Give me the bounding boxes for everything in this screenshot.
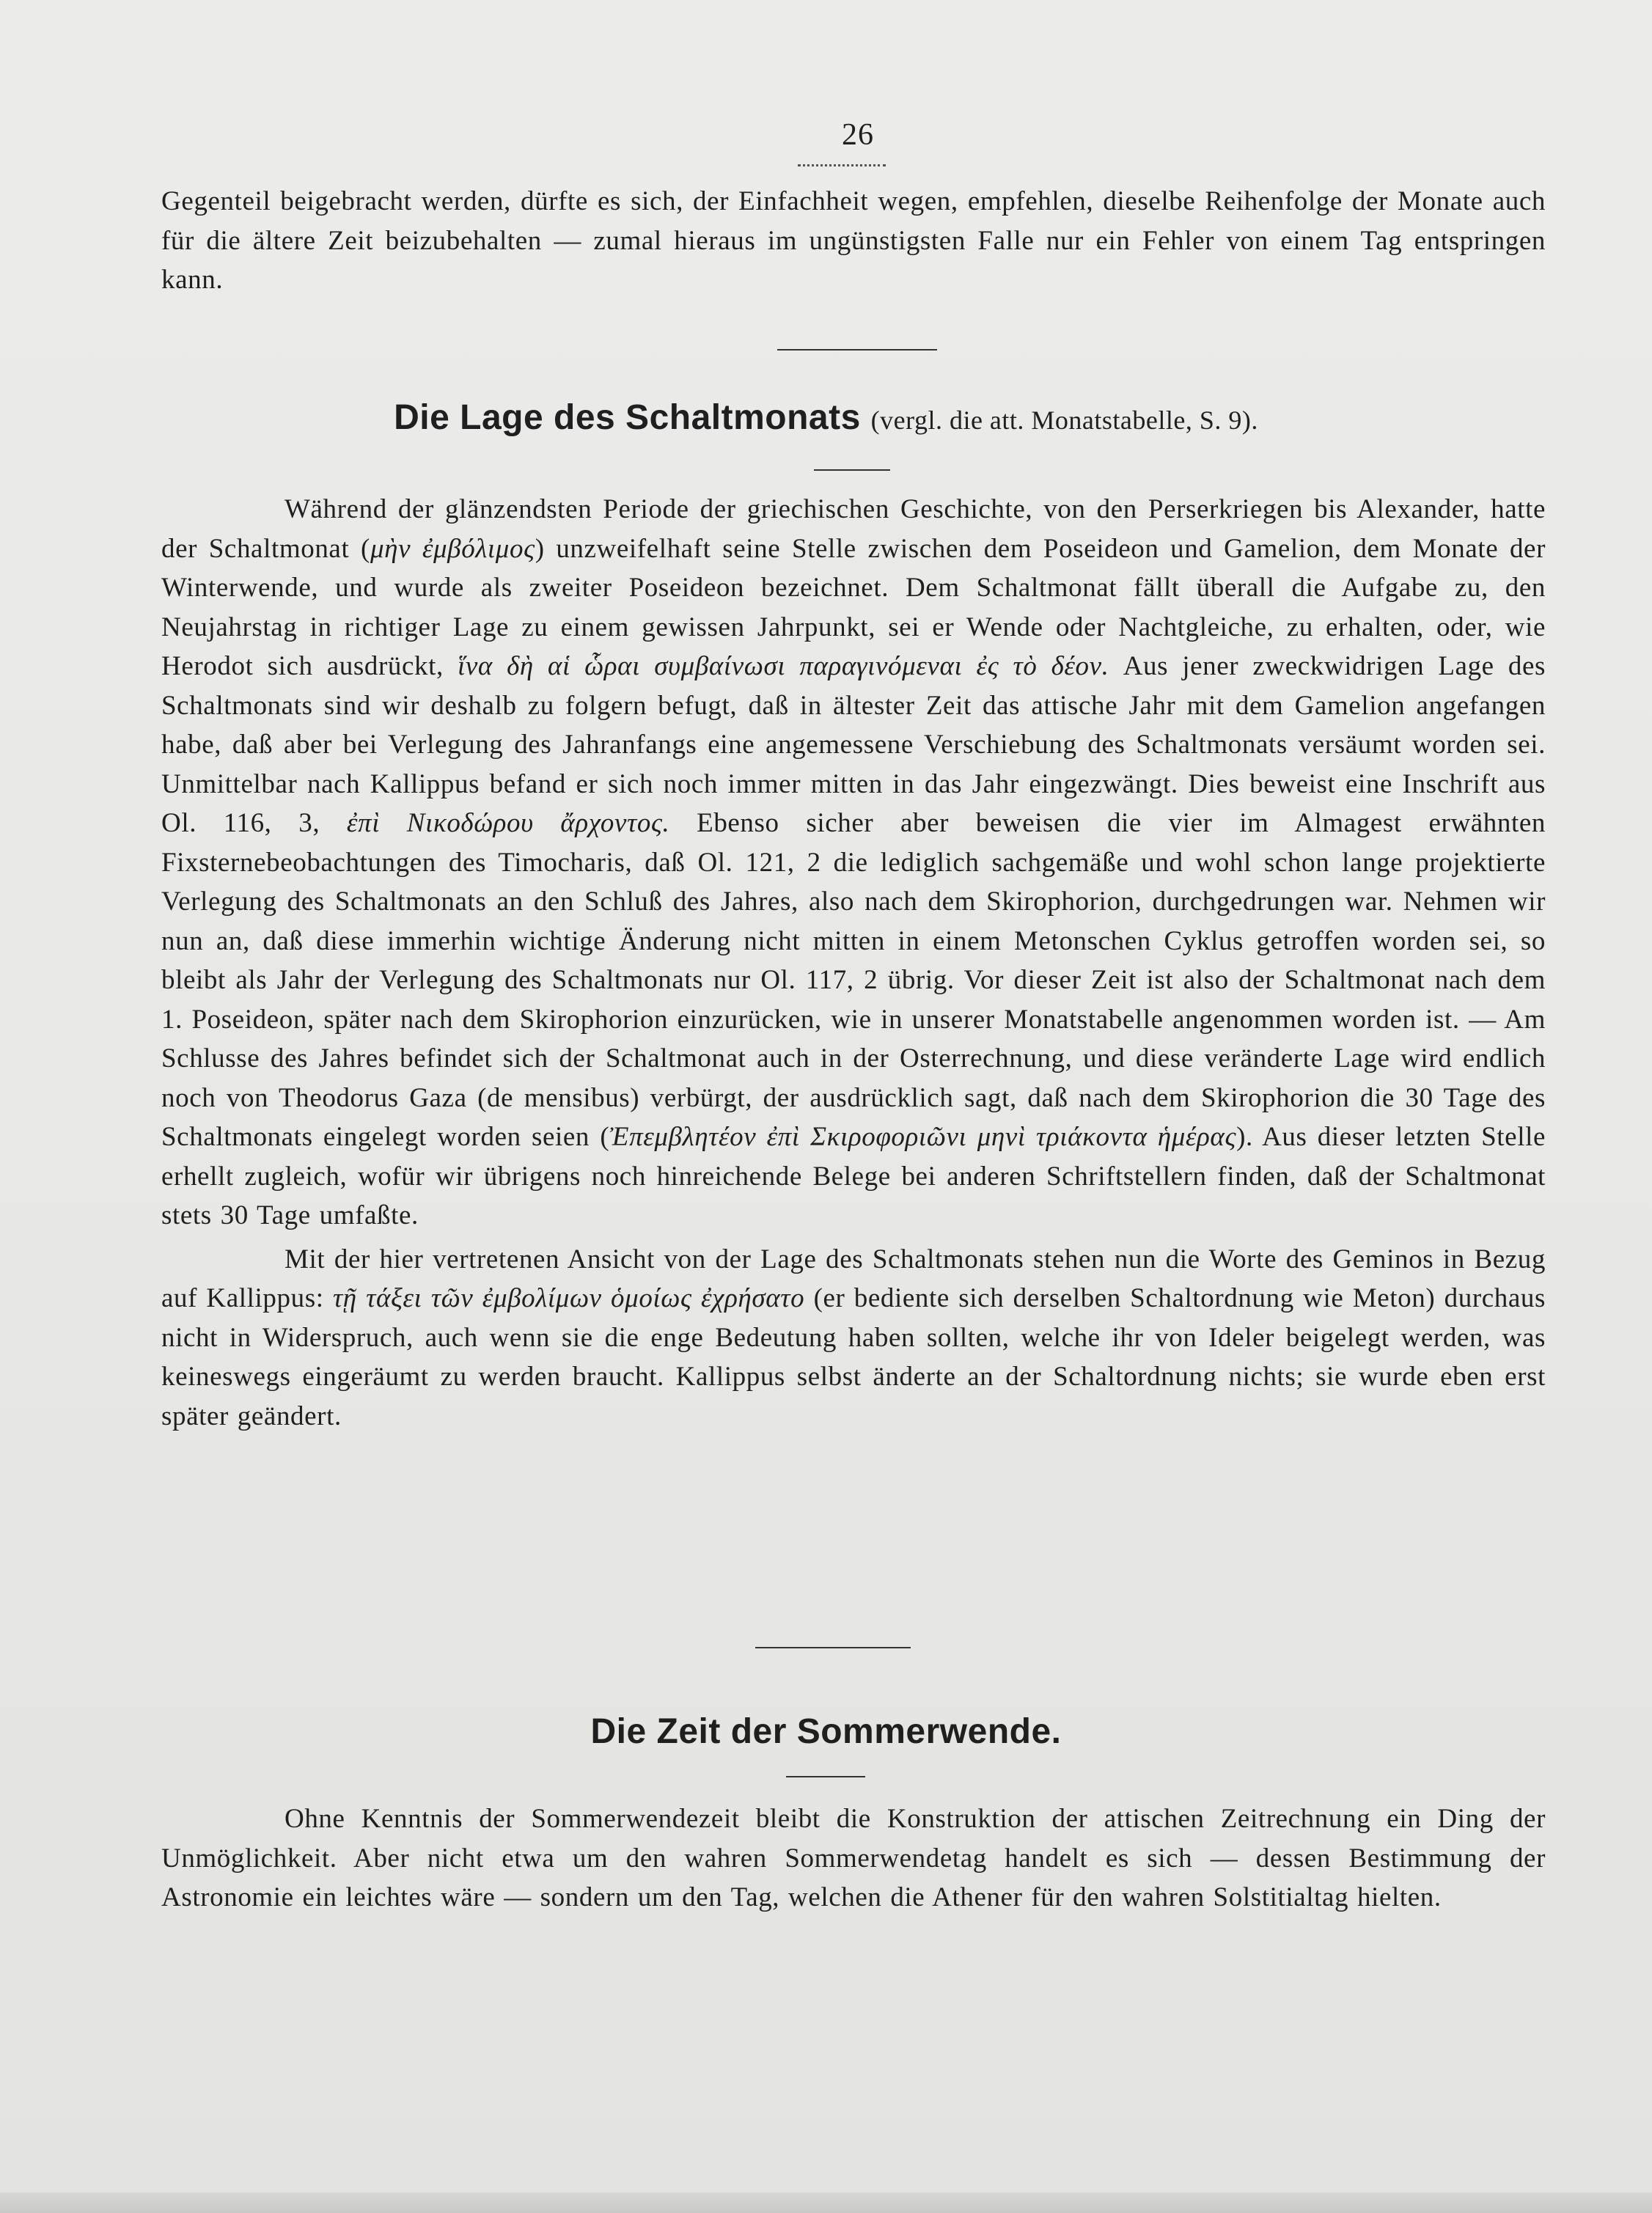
text-run: Ebenso sicher aber beweisen die vier im Almagest erwähnten Fixsternebeobachtungen des Timocharis, daß Ol. 121, 2 die lediglich sachgemäße und wohl schon lange projektierte Verlegung des Schaltmonats an den Schluß des Jahres, also nach dem Skirophorion, durchgedrungen war. Nehmen wir nun an, daß diese immerhin wichtige Änderung nicht mitten in einem Metonschen Cyklus getroffen worden sei, so bleibt als Jahr der Verlegung des Schaltmonats nur Ol. 117, 2 übrig. Vor dieser Zeit ist also der Schaltmonat nach dem 1. Poseideon, später nach dem Skirophorion einzurücken, wie in unserer Monatstabelle angenommen worden ist. — Am Schlusse des Jahres befindet sich der Schaltmonat auch in der Osterrechnung, und diese veränderte Lage wird endlich noch von Theodorus Gaza (de mensibus) verbürgt, der ausdrücklich sagt, daß nach dem Skirophorion die 30 Tage des Schaltmonats eingelegt worden seien (: [161, 808, 1546, 1152]
intro-paragraph: Gegenteil beigebracht werden, dürfte es sich, der Einfachheit wegen, empfehlen, dieselbe Reihenfolge der Monate auch für die ältere Zeit beizubehalten — zumal hieraus im ungünstigsten Falle nur ein Fehler von einem Tag entspringen kann.: [161, 186, 1546, 295]
intro-paragraph-block: [161, 182, 1546, 304]
text-run: ). Aus dieser letzten Stelle erhellt zugleich, wofür wir übrigens noch hinreichende Belege bei anderen Schriftstellern finden, daß der Schaltmonat stets 30 Tage umfaßte.: [161, 1122, 1546, 1230]
text-run: Aus jener zweckwidrigen Lage des Schaltmonats sind wir deshalb zu folgern befugt, daß in ältester Zeit das attische Jahr mit dem Gamelion angefangen habe, daß aber bei Verlegung des Jahranfangs eine angemessene Verschiebung des Schaltmonats versäumt worden sei. Unmittelbar nach Kallippus befand er sich noch immer mitten in das Jahr eingezwängt. Dies beweist eine Inschrift aus Ol. 116, 3,: [161, 651, 1546, 838]
section-title: Die Lage des Schaltmonats: [394, 398, 861, 437]
section1-paragraph-2: [161, 1240, 1546, 1436]
section-divider-1: [777, 349, 937, 351]
greek-quote: τῇ τάξει τῶν ἐμβολίμων ὁμοίως ἐχρήσατο: [332, 1283, 805, 1313]
section-divider-2: [755, 1647, 911, 1648]
section-heading-sommerwende: [0, 1711, 1652, 1752]
page-number: 26: [842, 118, 874, 152]
section2-body: [161, 1799, 1546, 1922]
greek-quote: μὴν ἐμβόλιμος: [370, 533, 535, 564]
greek-quote: ἵνα δὴ αἱ ὧραι συμβαίνωσι παραγινόμεναι ἐς τὸ δέον.: [458, 651, 1109, 681]
text-run: ) unzweifelhaft seine Stelle zwischen dem Poseideon und Gamelion, dem Monate der Winterwende, und wurde als zweiter Poseideon bezeichnet. Dem Schaltmonat fällt überall die Aufgabe zu, den Neujahrstag in richtiger Lage zu einem gewissen Jahrpunkt, sei er Wende oder Nachtgleiche, zu erhalten, oder, wie Herodot sich ausdrückt,: [161, 533, 1546, 681]
greek-quote: Ἐπεμβλητέον ἐπὶ Σκιροφοριῶνι μηνὶ τριάκοντα ἡμέρας: [609, 1122, 1237, 1152]
text-run: Während der glänzendsten Periode der griechischen Geschichte, von den Perserkriegen bis Alexander, hatte der Schaltmonat (: [161, 494, 1546, 564]
text-run: Mit der hier vertretenen Ansicht von der Lage des Schaltmonats stehen nun die Worte des Geminos in Bezug auf Kallippus:: [161, 1244, 1546, 1313]
section-heading-schaltmonat: [0, 397, 1652, 438]
section2-paragraph-1: Ohne Kenntnis der Sommerwendezeit bleibt die Konstruktion der attischen Zeitrechnung ein Ding der Unmöglichkeit. Aber nicht etwa um den wahren Sommerwendetag handelt es sich — dessen Bestimmung der Astronomie ein leichtes wäre — sondern um den Tag, welchen die Athener für den wahren Solstitialtag hielten.: [161, 1804, 1546, 1912]
heading-underline-1: [814, 469, 890, 471]
text-run: (er bediente sich derselben Schaltordnung wie Meton) durchaus nicht in Widerspruch, auch wenn sie die enge Bedeutung haben sollten, welche ihr von Ideler beigelegt werden, was keineswegs eingeräumt zu werden braucht. Kallippus selbst änderte an der Schaltordnung nichts; sie wurde eben erst später geändert.: [161, 1283, 1546, 1431]
section1-paragraph-1: [161, 490, 1546, 1236]
scan-edge: [0, 2192, 1652, 2213]
section1-body: [161, 490, 1546, 1440]
section-title: Die Zeit der Sommerwende.: [590, 1712, 1062, 1751]
page-number-ornament: [798, 158, 886, 166]
section-subtitle: (vergl. die att. Monatstabelle, S. 9).: [870, 405, 1258, 435]
greek-quote: ἐπὶ Νικοδώρου ἄρχοντος.: [346, 808, 670, 838]
heading-underline-2: [786, 1776, 865, 1777]
